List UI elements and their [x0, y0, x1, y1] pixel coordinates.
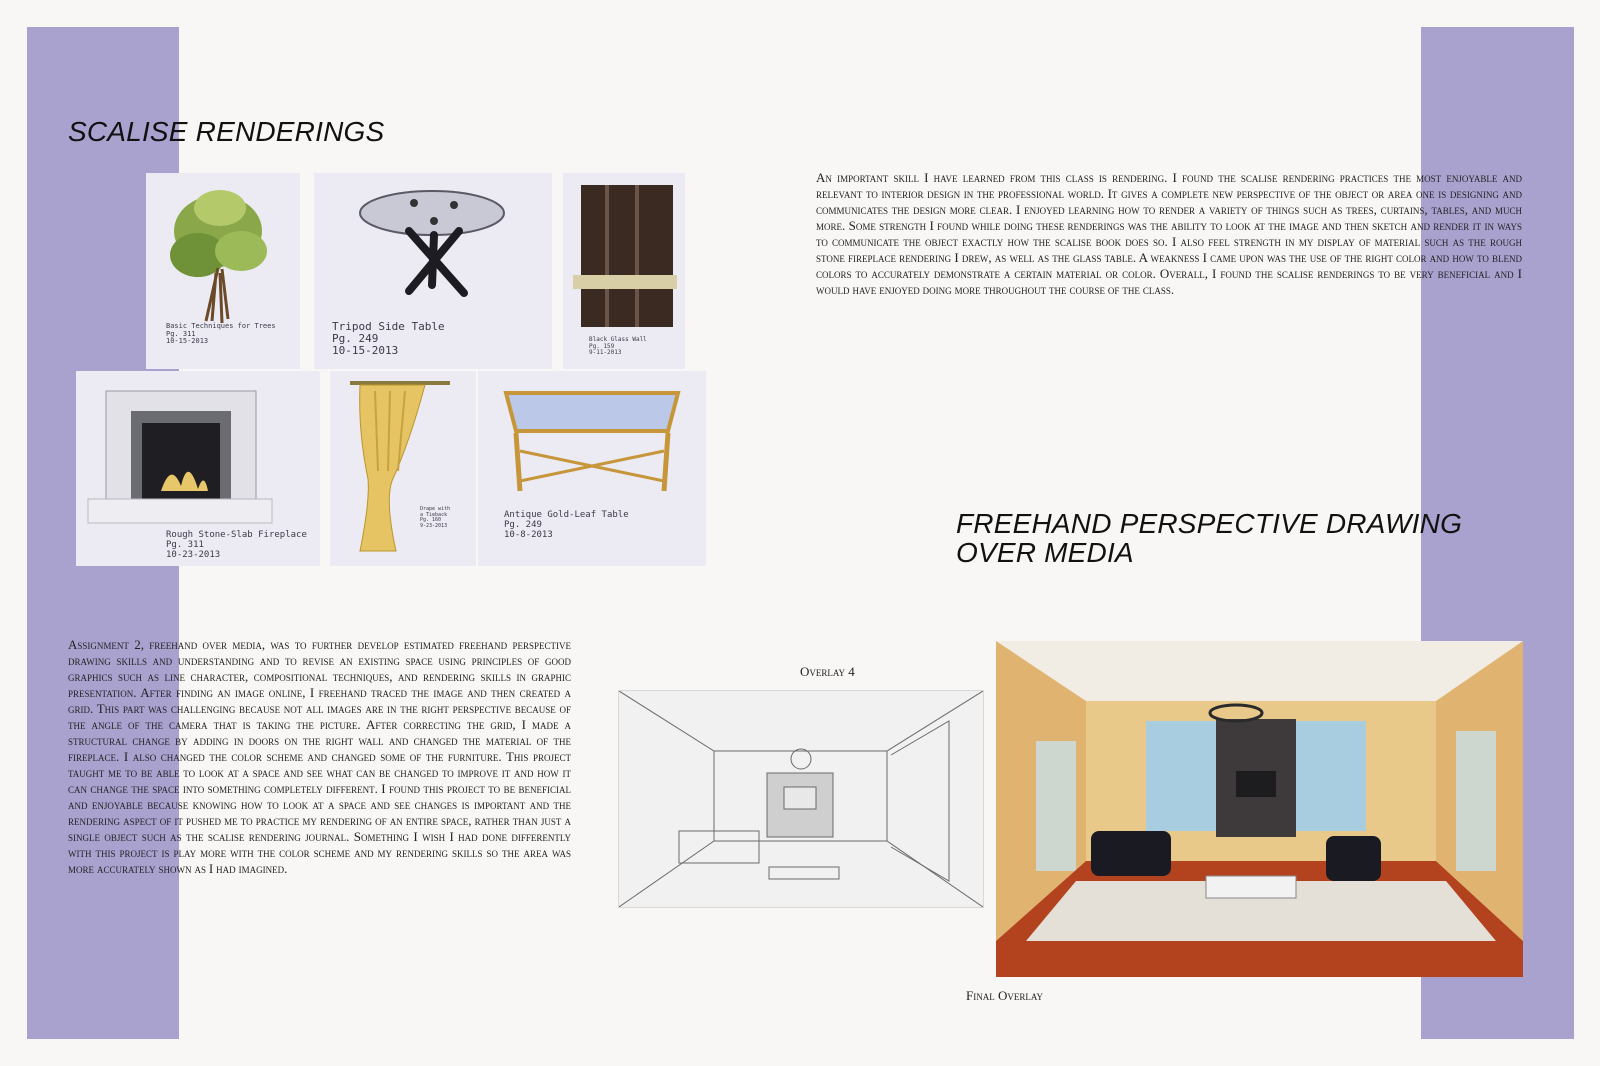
- sketch-drape-tieback: [330, 371, 476, 566]
- final-overlay-caption: Final Overlay: [966, 988, 1044, 1003]
- glass-wall-sketch-note: Black Glass Wall Pg. 159 9-11-2013: [589, 336, 647, 357]
- sketch-antique-gold-leaf-table: [478, 371, 706, 566]
- freehand-perspective-heading: FREEHAND PERSPECTIVE DRAWING OVER MEDIA: [956, 508, 1463, 568]
- overlay-4-drawing: [618, 690, 984, 908]
- tree-sketch-note: Basic Techniques for Trees Pg. 311 10-15-2013: [166, 322, 276, 346]
- freehand-over-media-paragraph: Assignment 2, freehand over media, was to further develop estimated freehand perspective drawing skills and understanding and to revise an existing space using principles of good graphics such as line character, compositional techniques, and rendering skills in graphic presentation. After finding an image online, I freehand traced the image and then created a grid. This part was challenging because not all images are in the right perspective because of the angle of the camera that is taking the picture. After correcting the grid, I made a structural change by adding in doors on the right wall and changed the material of the fireplace. I also changed the color scheme and changed some of the furniture. This project taught me to be able to look at a space and see what can be changed to improve it and how it can change the space into something completely different. I found this project to be beneficial and enjoyable because knowing how to look at a space and see changes is important and the rendering aspect of it pushed me to practice my rendering of an entire space, rather than just a single object such as the scalise rendering journal. Something I wish I had done differently with this project is play more with the color scheme and my rendering skills so the area was more accurately shown as I had imagined.: [68, 637, 571, 876]
- drape-illustration: [330, 371, 476, 566]
- scalise-renderings-paragraph: An important skill I have learned from this class is rendering. I found the scalise rendering practices the most enjoyable and relevant to interior design in the professional world. It gives a complete new perspective of the object or area one is designing and communicates the design more clear. I enjoyed learning how to render a variety of things such as trees, curtains, tables, and much more. Some strength I found while doing these renderings was the ability to look at the image and then sketch and render it in ways to communicate the object exactly how the scalise book does so. I also feel strength in my display of material such as the rough stone fireplace rendering I drew, as well as the glass table. A weakness I came upon was the use of the right color and how to blend colors to accurately demonstrate a certain material or color. Overall, I found the scalise renderings to be very beneficial and I would have enjoyed doing more throughout the course of the class.: [816, 170, 1522, 297]
- sketch-rough-stone-fireplace: [76, 371, 320, 566]
- scalise-renderings-heading: SCALISE RENDERINGS: [68, 116, 385, 147]
- overlay-4-caption: Overlay 4: [800, 664, 855, 679]
- sketch-tree: [146, 173, 300, 369]
- final-overlay-color-sketch: [996, 641, 1523, 977]
- fireplace-sketch-note: Rough Stone-Slab Fireplace Pg. 311 10-23-2013: [166, 530, 307, 560]
- sketch-black-glass-wall: [563, 173, 685, 369]
- overlay-4-line-sketch: [619, 691, 983, 907]
- sketch-tripod-table: [314, 173, 552, 369]
- antique-table-sketch-note: Antique Gold-Leaf Table Pg. 249 10-8-2013: [504, 510, 629, 540]
- final-overlay-rendering: [996, 641, 1523, 977]
- tripod-table-sketch-note: Tripod Side Table Pg. 249 10-15-2013: [332, 320, 445, 358]
- drape-sketch-note: Drape with a Tieback Pg. 160 9-23-2013: [420, 506, 451, 529]
